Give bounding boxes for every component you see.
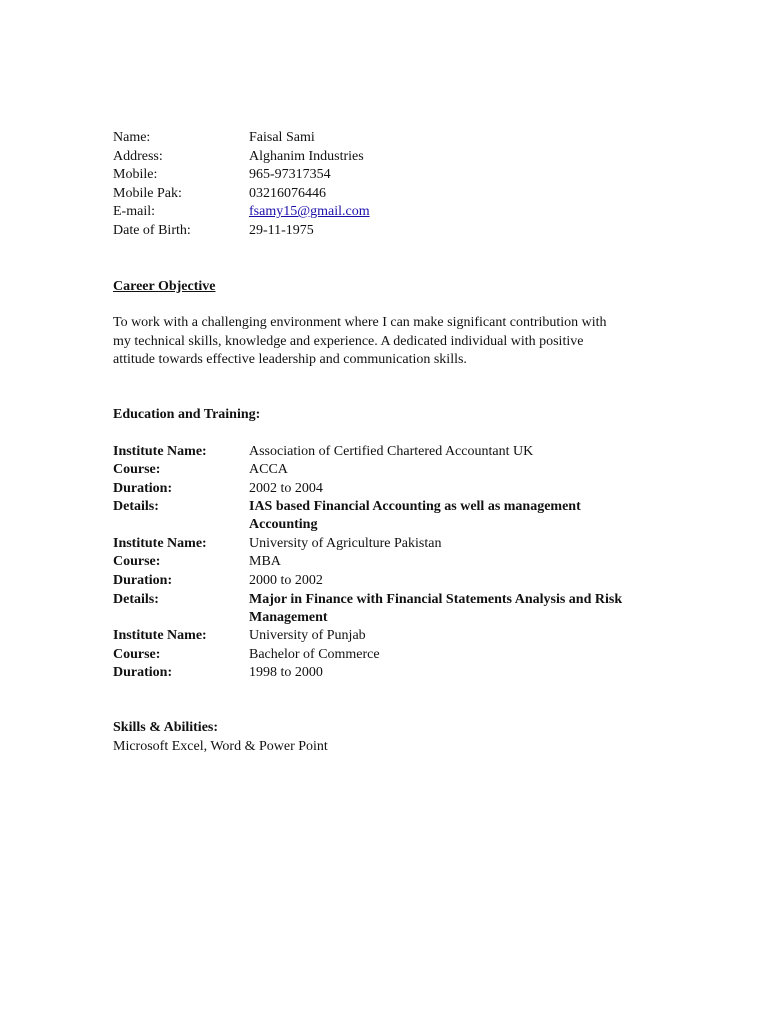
address-label: Address:: [113, 149, 163, 164]
career-objective-line-1: To work with a challenging environment where I can make significant contribution with: [113, 315, 607, 330]
email-row: [113, 203, 673, 221]
course-value: Bachelor of Commerce: [249, 647, 380, 662]
career-objective-line-3: attitude towards effective leadership and communication skills.: [113, 352, 467, 367]
details-label: Details:: [113, 592, 159, 607]
mobile-value: 965-97317354: [249, 167, 331, 182]
course-label: Course:: [113, 554, 161, 569]
name-row: [113, 129, 673, 147]
dob-value: 29-11-1975: [249, 223, 314, 238]
address-row: [113, 148, 673, 166]
career-objective-heading: Career Objective: [113, 279, 216, 294]
edu2-details-row: [113, 591, 673, 609]
course-value: ACCA: [249, 462, 288, 477]
details-value: Major in Finance with Financial Statements Analysis and Risk: [249, 592, 623, 607]
duration-label: Duration:: [113, 665, 173, 680]
mobile-pak-label: Mobile Pak:: [113, 186, 182, 201]
edu1-details-row: [113, 498, 673, 516]
mobile-label: Mobile:: [113, 167, 158, 182]
edu2-institute-row: [113, 535, 673, 553]
email-label: E-mail:: [113, 204, 155, 219]
details-value-continued: Management: [249, 610, 328, 625]
edu1-course-row: [113, 461, 673, 479]
dob-row: [113, 222, 673, 240]
course-label: Course:: [113, 462, 161, 477]
email-link[interactable]: fsamy15@gmail.com: [249, 204, 370, 219]
edu1-duration-row: [113, 480, 673, 498]
edu3-institute-row: [113, 627, 673, 645]
course-value: MBA: [249, 554, 281, 569]
institute-value: University of Punjab: [249, 628, 366, 643]
details-label: Details:: [113, 499, 159, 514]
name-label: Name:: [113, 130, 151, 145]
education-heading: Education and Training:: [113, 407, 261, 422]
mobile-pak-row: [113, 185, 673, 203]
edu1-details-row-2: [113, 516, 673, 534]
institute-label: Institute Name:: [113, 628, 207, 643]
edu2-duration-row: [113, 572, 673, 590]
career-objective-line-2: my technical skills, knowledge and experience. A dedicated individual with positive: [113, 334, 584, 349]
duration-value: 2002 to 2004: [249, 481, 323, 496]
institute-label: Institute Name:: [113, 444, 207, 459]
details-value: IAS based Financial Accounting as well as management: [249, 499, 581, 514]
duration-value: 2000 to 2002: [249, 573, 323, 588]
institute-value: University of Agriculture Pakistan: [249, 536, 442, 551]
address-value: Alghanim Industries: [249, 149, 364, 164]
institute-label: Institute Name:: [113, 536, 207, 551]
skills-heading: Skills & Abilities:: [113, 720, 219, 735]
duration-label: Duration:: [113, 481, 173, 496]
skills-text: Microsoft Excel, Word & Power Point: [113, 739, 328, 754]
duration-value: 1998 to 2000: [249, 665, 323, 680]
edu2-details-row-2: [113, 609, 673, 627]
mobile-pak-value: 03216076446: [249, 186, 326, 201]
edu1-institute-row: [113, 443, 673, 461]
institute-value: Association of Certified Chartered Accountant UK: [249, 444, 534, 459]
mobile-row: [113, 166, 673, 184]
details-value-continued: Accounting: [249, 517, 318, 532]
duration-label: Duration:: [113, 573, 173, 588]
course-label: Course:: [113, 647, 161, 662]
name-value: Faisal Sami: [249, 130, 315, 145]
edu2-course-row: [113, 553, 673, 571]
edu3-course-row: [113, 646, 673, 664]
dob-label: Date of Birth:: [113, 223, 191, 238]
edu3-duration-row: [113, 664, 673, 682]
